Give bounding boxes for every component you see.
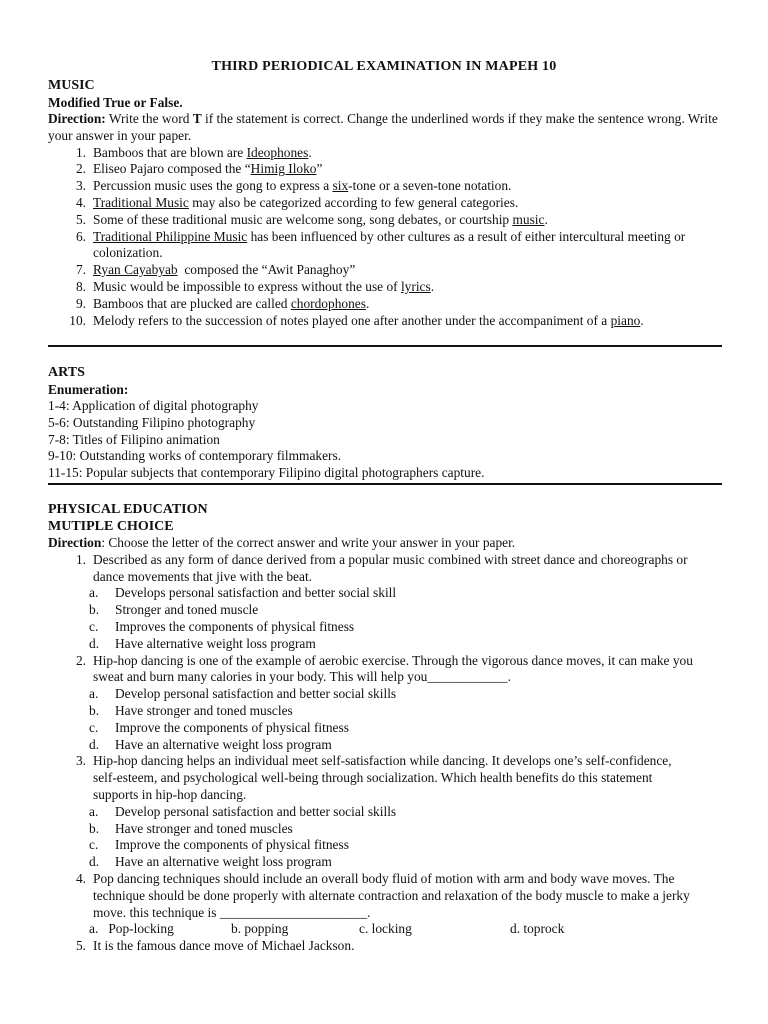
pe-questions xyxy=(48,871,698,921)
direction-label: Direction: xyxy=(48,111,106,126)
direction-text: : Choose the letter of the correct answer and write your answer in your paper. xyxy=(101,535,516,550)
question-text: Pop dancing techniques should include an overall body fluid of motion with arm and body wave moves. The technique should be done properly with alternate contraction and relaxation of the body muscle to make a jerky move. this technique is ______________________. xyxy=(93,870,690,920)
question-4: 4. Pop dancing techniques should include an overall body fluid of motion with arm and body wave moves. The technique should be done properly with alternate contraction and relaxation of the body muscle to make a jerky move. this technique is ______________________. xyxy=(75,870,690,920)
pe-questions xyxy=(48,753,698,803)
list-item: 8. Music would be impossible to express without the use of lyrics. xyxy=(75,278,435,294)
question-2: 2. Hip-hop dancing is one of the example of aerobic exercise. Through the vigorous dance moves, it can make you sweat and burn many calories in your body. This will help you____________. xyxy=(75,652,693,685)
list-item: 7. Ryan Cayabyab composed the “Awit Panaghoy” xyxy=(75,262,356,278)
option-item: b. Have stronger and toned muscles xyxy=(89,820,293,836)
option-b: b. popping xyxy=(231,921,289,937)
arts-line: 5-6: Outstanding Filipino photography xyxy=(48,414,256,430)
option-item: b. Stronger and toned muscle xyxy=(89,602,259,618)
list-item: 5. Some of these traditional music are welcome song, song debates, or courtship music. xyxy=(75,211,548,227)
list-item: 3. Percussion music uses the gong to express a six-tone or a seven-tone notation. xyxy=(75,178,512,194)
arts-section xyxy=(48,364,728,482)
list-item: 6. Traditional Philippine Music has been influenced by other cultures as a result of either intercultural meeting or colonization. xyxy=(75,228,686,261)
option-item: a. Develop personal satisfaction and better social skills xyxy=(89,803,397,819)
pe-subheading: MUTIPLE CHOICE xyxy=(48,519,174,534)
music-subheading: Modified True or False. xyxy=(48,95,183,110)
option-d: d. toprock xyxy=(510,921,565,937)
direction-text: Write the word xyxy=(105,111,193,126)
pe-section xyxy=(48,501,728,955)
option-item: b. Have stronger and toned muscles xyxy=(89,702,293,718)
question-text: It is the famous dance move of Michael Jackson. xyxy=(93,938,355,954)
pe-heading: PHYSICAL EDUCATION xyxy=(48,502,208,517)
direction-t: T xyxy=(192,111,202,126)
arts-heading: ARTS xyxy=(48,365,85,380)
section-divider xyxy=(48,483,722,485)
page-title: THIRD PERIODICAL EXAMINATION IN MAPEH 10 xyxy=(211,59,557,74)
pe-questions xyxy=(48,552,698,586)
music-direction xyxy=(48,111,718,145)
option-a: a. Pop-locking xyxy=(89,921,174,937)
question-3: 3. Hip-hop dancing helps an individual meet self-satisfaction while dancing. It develops one’s self-confidence, self-esteem, and psychological well-being through socialization. Which health benefits do this statement supports in hip-hop dancing. xyxy=(75,753,672,802)
music-heading: MUSIC xyxy=(48,78,95,93)
question-1: 1. Described as any form of dance derived from a popular music combined with street dance and choreographs or dance movements that jive with the beat. xyxy=(75,551,688,584)
question-5: 5. It is the famous dance move of Michael Jackson. xyxy=(75,938,355,954)
arts-line: 7-8: Titles of Filipino animation xyxy=(48,431,220,447)
option-c: c. locking xyxy=(359,921,412,937)
q4-options xyxy=(48,921,728,938)
direction-text-cont: if the statement is correct. Change the underlined words if they make the sentence wrong. Write your answer in your paper. xyxy=(48,111,718,143)
list-item: 1. Bamboos that are blown are Ideophones. xyxy=(75,144,312,160)
list-item: 2. Eliseo Pajaro composed the “Himig Iloko” xyxy=(75,161,323,177)
q2-options xyxy=(48,686,728,753)
option-item: c. Improves the components of physical fitness xyxy=(89,618,355,634)
pe-direction xyxy=(48,535,728,552)
arts-line: 9-10: Outstanding works of contemporary filmmakers. xyxy=(48,448,342,464)
option-item: d. Have an alternative weight loss program xyxy=(89,736,332,752)
section-divider xyxy=(48,345,722,347)
list-item: 9. Bamboos that are plucked are called chordophones. xyxy=(75,295,370,311)
option-item: a. Develops personal satisfaction and better social skill xyxy=(89,585,397,601)
question-text: Described as any form of dance derived from a popular music combined with street dance and choreographs or dance movements that jive with the beat. xyxy=(93,551,688,584)
music-items xyxy=(48,145,693,330)
arts-line: 11-15: Popular subjects that contemporary Filipino digital photographers capture. xyxy=(48,465,485,481)
option-item: a. Develop personal satisfaction and better social skills xyxy=(89,686,397,702)
arts-line: 1-4: Application of digital photography xyxy=(48,398,259,413)
question-text: Hip-hop dancing is one of the example of aerobic exercise. Through the vigorous dance moves, it can make you sweat and burn many calories in your body. This will help you____________. xyxy=(93,652,693,685)
option-item: c. Improve the components of physical fitness xyxy=(89,719,349,735)
q1-options xyxy=(48,585,728,652)
option-item: d. Have alternative weight loss program xyxy=(89,635,316,651)
q3-options xyxy=(48,804,728,871)
arts-subheading: Enumeration: xyxy=(48,382,129,397)
music-section xyxy=(48,77,728,329)
list-item: 4. Traditional Music may also be categorized according to few general categories. xyxy=(75,194,519,210)
direction-label: Direction xyxy=(48,535,102,550)
pe-questions xyxy=(48,938,698,955)
list-item: 10. Melody refers to the succession of notes played one after another under the accompaniment of a piano. xyxy=(69,312,644,328)
question-text: Hip-hop dancing helps an individual meet self-satisfaction while dancing. It develops one’s self-confidence, self-esteem, and psychological well-being through socialization. Which health benefits do this statement supports in hip-hop dancing. xyxy=(93,753,672,802)
option-item: d. Have an alternative weight loss program xyxy=(89,854,332,870)
option-item: c. Improve the components of physical fitness xyxy=(89,837,349,853)
pe-questions xyxy=(48,653,698,687)
